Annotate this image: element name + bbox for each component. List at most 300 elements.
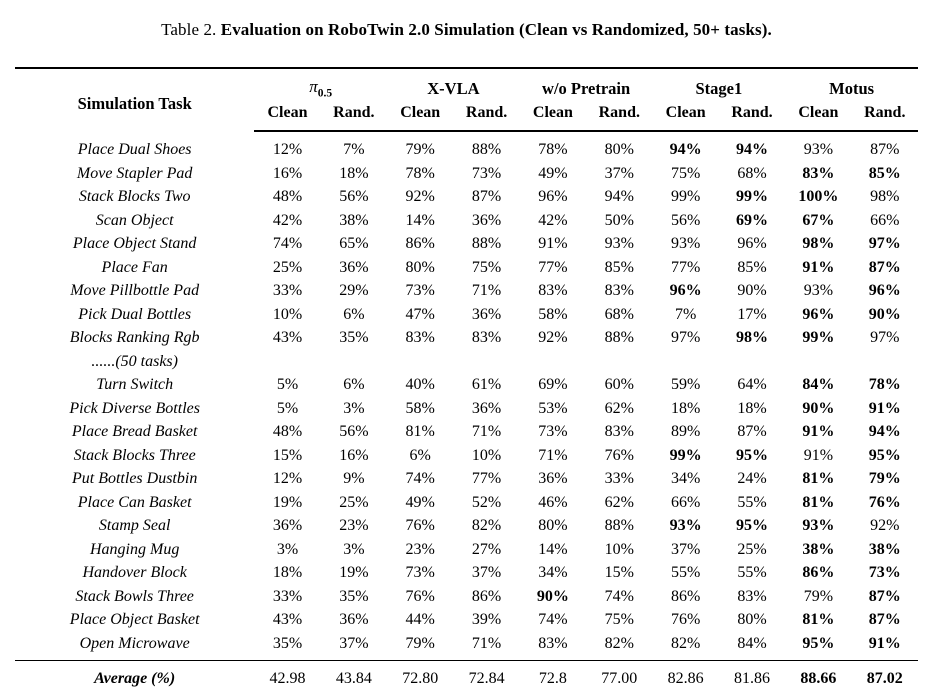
value-cell: 79% xyxy=(803,587,834,605)
task-name: Place Fan xyxy=(101,258,168,276)
subheader-clean: Clean xyxy=(387,102,453,132)
value-cell xyxy=(254,350,320,373)
value-cell: 74% xyxy=(604,587,634,605)
value-cell: 90% xyxy=(737,282,767,300)
value-cell: 90% xyxy=(536,587,569,605)
value-cell: 69% xyxy=(736,211,768,229)
value-cell: 42% xyxy=(538,211,568,229)
value-cell: 37% xyxy=(471,564,502,582)
value-cell: 58% xyxy=(405,399,435,417)
value-cell: 19% xyxy=(272,493,303,511)
table-row xyxy=(15,373,918,396)
value-cell: 97% xyxy=(870,329,900,347)
value-cell: 5% xyxy=(276,399,299,417)
value-cell: 52% xyxy=(471,493,502,511)
value-cell: 88% xyxy=(471,235,502,253)
value-cell: 38% xyxy=(802,540,835,558)
value-cell: 93% xyxy=(670,235,701,253)
value-cell: 81% xyxy=(802,470,835,488)
value-cell: 96% xyxy=(737,235,767,253)
value-cell: 33% xyxy=(272,587,303,605)
value-cell: 33% xyxy=(272,282,303,300)
value-cell: 83% xyxy=(737,587,767,605)
value-cell: 91% xyxy=(802,423,835,441)
value-cell: 83% xyxy=(802,164,835,182)
value-cell: 95% xyxy=(736,517,768,535)
value-cell: 36% xyxy=(339,611,369,629)
value-cell: 87% xyxy=(868,258,901,276)
value-cell: 27% xyxy=(471,540,502,558)
table-row xyxy=(15,256,918,279)
value-cell: 79% xyxy=(387,631,453,660)
value-cell: 56% xyxy=(670,211,701,229)
task-name: Pick Dual Bottles xyxy=(78,305,192,323)
value-cell: 76% xyxy=(670,611,701,629)
group-header-row xyxy=(15,68,918,102)
value-cell: 73% xyxy=(538,423,568,441)
value-cell: 92% xyxy=(538,329,568,347)
table-row xyxy=(15,537,918,560)
value-cell: 39% xyxy=(471,611,502,629)
value-cell: 25% xyxy=(339,493,369,511)
subheader-rand: Rand. xyxy=(852,102,918,132)
value-cell: 95% xyxy=(736,446,768,464)
value-cell: 48% xyxy=(272,423,303,441)
table-row xyxy=(15,444,918,467)
value-cell: 82% xyxy=(652,631,718,660)
task-name: Place Bread Basket xyxy=(71,423,198,441)
task-name: Open Microwave xyxy=(15,631,254,660)
subheader-rand: Rand. xyxy=(453,102,519,132)
value-cell xyxy=(719,350,785,373)
value-cell: 56% xyxy=(339,423,369,441)
task-name: Turn Switch xyxy=(96,376,174,394)
value-cell: 91% xyxy=(803,446,834,464)
value-cell: 89% xyxy=(670,423,701,441)
value-cell: 83% xyxy=(604,423,634,441)
table-row xyxy=(15,162,918,185)
value-cell: 96% xyxy=(669,282,702,300)
value-cell: 6% xyxy=(343,305,365,323)
table-caption-text: Evaluation on RoboTwin 2.0 Simulation (Clean vs Randomized, 50+ tasks). xyxy=(220,20,772,39)
table-caption xyxy=(15,20,918,40)
value-cell: 19% xyxy=(339,564,369,582)
value-cell: 5% xyxy=(276,376,299,394)
value-cell: 10% xyxy=(272,305,303,323)
task-name: Move Stapler Pad xyxy=(76,164,193,182)
table-row xyxy=(15,514,918,537)
value-cell: 36% xyxy=(339,258,369,276)
value-cell: 18% xyxy=(670,399,701,417)
value-cell: 36% xyxy=(471,399,502,417)
value-cell: 55% xyxy=(737,564,767,582)
value-cell: 50% xyxy=(604,211,634,229)
value-cell: 43% xyxy=(272,329,303,347)
value-cell: 7% xyxy=(674,305,697,323)
value-cell: 87% xyxy=(737,423,767,441)
value-cell: 94% xyxy=(604,188,634,206)
value-cell: 84% xyxy=(719,631,785,660)
value-cell: 91% xyxy=(868,399,901,417)
value-cell: 16% xyxy=(339,446,369,464)
value-cell: 96% xyxy=(538,188,568,206)
task-name: Place Object Stand xyxy=(72,235,197,253)
value-cell: 61% xyxy=(471,376,502,394)
value-cell: 71% xyxy=(453,631,519,660)
value-cell: 24% xyxy=(737,470,767,488)
average-value-cell: 77.00 xyxy=(601,669,638,687)
value-cell: 84% xyxy=(802,376,835,394)
value-cell: 93% xyxy=(802,517,835,535)
value-cell: 83% xyxy=(405,329,435,347)
table-row xyxy=(15,209,918,232)
value-cell: 36% xyxy=(538,470,568,488)
pi-subscript: 0.5 xyxy=(317,87,333,100)
task-name: Stack Blocks Three xyxy=(73,446,196,464)
value-cell: 34% xyxy=(670,470,701,488)
value-cell: 66% xyxy=(870,211,900,229)
value-cell: 55% xyxy=(737,493,767,511)
value-cell: 73% xyxy=(471,164,502,182)
task-name: Stack Bowls Three xyxy=(75,587,194,605)
value-cell: 43% xyxy=(272,611,303,629)
column-group-xvla: X-VLA xyxy=(427,78,480,98)
value-cell: 18% xyxy=(737,399,767,417)
table-row xyxy=(15,279,918,302)
value-cell: 93% xyxy=(803,282,834,300)
value-cell: 65% xyxy=(339,235,369,253)
value-cell: 92% xyxy=(405,188,435,206)
average-value-cell: 72.84 xyxy=(468,669,505,687)
table-row xyxy=(15,303,918,326)
task-name: ......(50 tasks) xyxy=(91,352,178,370)
column-group-wo-pretrain: w/o Pretrain xyxy=(542,78,631,98)
value-cell xyxy=(586,350,652,373)
value-cell: 96% xyxy=(868,282,901,300)
value-cell: 78% xyxy=(868,376,901,394)
value-cell: 94% xyxy=(669,141,702,159)
task-name: Hanging Mug xyxy=(89,540,180,558)
value-cell: 46% xyxy=(538,493,568,511)
average-value-cell: 72.80 xyxy=(402,669,439,687)
value-cell: 74% xyxy=(272,235,303,253)
table-row xyxy=(15,561,918,584)
value-cell: 37% xyxy=(321,631,387,660)
subheader-clean: Clean xyxy=(785,102,851,132)
value-cell: 60% xyxy=(604,376,634,394)
value-cell: 81% xyxy=(802,493,835,511)
value-cell: 35% xyxy=(339,329,369,347)
task-name: Place Object Basket xyxy=(69,611,200,629)
table-row xyxy=(15,631,918,660)
value-cell: 87% xyxy=(870,141,900,159)
value-cell: 81% xyxy=(802,611,835,629)
column-group-pi05 xyxy=(254,68,387,102)
value-cell xyxy=(387,350,453,373)
value-cell: 7% xyxy=(343,141,365,159)
value-cell: 14% xyxy=(405,211,435,229)
value-cell: 80% xyxy=(737,611,767,629)
value-cell: 71% xyxy=(471,282,502,300)
value-cell: 98% xyxy=(802,235,835,253)
value-cell: 77% xyxy=(670,258,701,276)
value-cell: 25% xyxy=(737,540,767,558)
value-cell: 6% xyxy=(343,376,365,394)
subheader-clean: Clean xyxy=(652,102,718,132)
average-row xyxy=(15,660,918,688)
value-cell: 3% xyxy=(276,540,299,558)
value-cell: 76% xyxy=(405,517,435,535)
value-cell: 12% xyxy=(272,470,303,488)
task-name: Place Can Basket xyxy=(77,493,192,511)
value-cell: 85% xyxy=(604,258,634,276)
value-cell: 77% xyxy=(538,258,568,276)
value-cell: 82% xyxy=(586,631,652,660)
average-value-cell: 87.02 xyxy=(866,669,903,687)
value-cell: 80% xyxy=(604,141,634,159)
value-cell: 68% xyxy=(604,305,634,323)
task-name: Blocks Ranking Rgb xyxy=(69,329,200,347)
value-cell: 42% xyxy=(272,211,303,229)
value-cell: 64% xyxy=(737,376,767,394)
value-cell: 44% xyxy=(405,611,435,629)
value-cell: 95% xyxy=(868,446,901,464)
subheader-rand: Rand. xyxy=(586,102,652,132)
value-cell: 49% xyxy=(405,493,435,511)
value-cell: 29% xyxy=(339,282,369,300)
value-cell: 88% xyxy=(471,141,502,159)
value-cell: 73% xyxy=(405,282,435,300)
value-cell: 77% xyxy=(471,470,502,488)
value-cell: 55% xyxy=(670,564,701,582)
average-value-cell: 72.8 xyxy=(538,669,567,687)
table-row xyxy=(15,467,918,490)
value-cell xyxy=(321,350,387,373)
average-value-cell: 42.98 xyxy=(269,669,306,687)
value-cell: 37% xyxy=(670,540,701,558)
value-cell: 62% xyxy=(604,399,634,417)
value-cell: 48% xyxy=(272,188,303,206)
value-cell: 66% xyxy=(670,493,701,511)
value-cell: 67% xyxy=(802,211,835,229)
value-cell: 79% xyxy=(868,470,901,488)
task-name: Handover Block xyxy=(82,564,187,582)
value-cell: 85% xyxy=(737,258,767,276)
value-cell: 35% xyxy=(339,587,369,605)
value-cell: 38% xyxy=(868,540,901,558)
value-cell: 74% xyxy=(405,470,435,488)
value-cell: 15% xyxy=(272,446,303,464)
value-cell: 83% xyxy=(520,631,586,660)
value-cell: 23% xyxy=(405,540,435,558)
value-cell: 98% xyxy=(870,188,900,206)
value-cell: 94% xyxy=(868,423,901,441)
value-cell: 56% xyxy=(339,188,369,206)
table-header xyxy=(15,68,918,131)
value-cell: 10% xyxy=(604,540,634,558)
table-row xyxy=(15,232,918,255)
value-cell: 82% xyxy=(471,517,502,535)
value-cell: 99% xyxy=(802,329,835,347)
value-cell xyxy=(453,350,519,373)
task-name: Scan Object xyxy=(95,211,174,229)
value-cell: 69% xyxy=(538,376,568,394)
value-cell: 87% xyxy=(868,611,901,629)
value-cell: 93% xyxy=(604,235,634,253)
value-cell: 18% xyxy=(272,564,303,582)
average-value-cell: 81.86 xyxy=(734,669,770,687)
value-cell: 93% xyxy=(669,517,702,535)
value-cell: 91% xyxy=(538,235,568,253)
average-value-cell: 43.84 xyxy=(335,669,372,687)
value-cell: 99% xyxy=(669,446,702,464)
value-cell: 76% xyxy=(405,587,435,605)
value-cell: 36% xyxy=(272,517,303,535)
value-cell: 75% xyxy=(670,164,701,182)
value-cell: 76% xyxy=(604,446,634,464)
value-cell: 71% xyxy=(471,423,502,441)
task-name: Pick Diverse Bottles xyxy=(69,399,200,417)
value-cell: 74% xyxy=(538,611,568,629)
value-cell: 95% xyxy=(785,631,851,660)
value-cell: 58% xyxy=(538,305,568,323)
value-cell: 15% xyxy=(604,564,634,582)
value-cell: 3% xyxy=(343,399,365,417)
value-cell: 6% xyxy=(409,446,431,464)
value-cell xyxy=(520,350,586,373)
value-cell xyxy=(652,350,718,373)
value-cell: 91% xyxy=(852,631,918,660)
value-cell: 88% xyxy=(604,329,634,347)
table-body xyxy=(15,131,918,660)
value-cell: 75% xyxy=(471,258,502,276)
value-cell: 68% xyxy=(737,164,767,182)
subheader-clean: Clean xyxy=(520,102,586,132)
value-cell: 23% xyxy=(339,517,369,535)
value-cell: 86% xyxy=(802,564,835,582)
table-row xyxy=(15,397,918,420)
value-cell: 99% xyxy=(736,188,768,206)
value-cell: 86% xyxy=(405,235,435,253)
task-name: Stack Blocks Two xyxy=(78,188,191,206)
table-row xyxy=(15,584,918,607)
value-cell: 17% xyxy=(737,305,767,323)
evaluation-table xyxy=(15,67,918,688)
task-name: Stamp Seal xyxy=(98,517,171,535)
value-cell: 97% xyxy=(670,329,701,347)
value-cell: 14% xyxy=(538,540,568,558)
table-row xyxy=(15,490,918,513)
value-cell: 90% xyxy=(802,399,835,417)
value-cell: 76% xyxy=(868,493,901,511)
value-cell: 83% xyxy=(471,329,502,347)
value-cell: 38% xyxy=(339,211,369,229)
value-cell: 25% xyxy=(272,258,303,276)
value-cell: 78% xyxy=(405,164,435,182)
value-cell: 87% xyxy=(471,188,502,206)
value-cell: 73% xyxy=(405,564,435,582)
value-cell: 47% xyxy=(405,305,435,323)
value-cell: 100% xyxy=(798,188,839,206)
value-cell: 96% xyxy=(802,305,835,323)
value-cell: 34% xyxy=(538,564,568,582)
average-value-cell: 88.66 xyxy=(800,669,837,687)
table-footer xyxy=(15,660,918,688)
table-row xyxy=(15,420,918,443)
value-cell: 87% xyxy=(868,587,901,605)
value-cell: 40% xyxy=(405,376,435,394)
value-cell xyxy=(852,350,918,373)
task-name: Place Dual Shoes xyxy=(77,140,192,158)
value-cell: 97% xyxy=(868,235,901,253)
value-cell: 83% xyxy=(538,282,568,300)
value-cell: 80% xyxy=(538,517,568,535)
value-cell: 36% xyxy=(471,211,502,229)
value-cell: 90% xyxy=(868,305,901,323)
value-cell: 91% xyxy=(802,258,835,276)
pi-symbol: π xyxy=(309,77,318,96)
subheader-clean: Clean xyxy=(254,102,320,132)
value-cell: 35% xyxy=(254,631,320,660)
value-cell: 86% xyxy=(471,587,502,605)
value-cell xyxy=(785,350,851,373)
value-cell: 33% xyxy=(604,470,634,488)
value-cell: 83% xyxy=(604,282,634,300)
column-group-motus: Motus xyxy=(829,78,875,98)
task-name: Move Pillbottle Pad xyxy=(70,282,200,300)
subheader-rand: Rand. xyxy=(321,102,387,132)
value-cell: 53% xyxy=(538,399,568,417)
table-row xyxy=(15,131,918,161)
value-cell: 98% xyxy=(736,329,768,347)
task-name: Put Bottles Dustbin xyxy=(71,470,198,488)
value-cell: 10% xyxy=(471,446,502,464)
average-value-cell: 82.86 xyxy=(667,669,704,687)
value-cell: 16% xyxy=(272,164,303,182)
value-cell: 78% xyxy=(538,141,568,159)
value-cell: 9% xyxy=(343,470,365,488)
value-cell: 94% xyxy=(736,141,768,159)
subheader-rand: Rand. xyxy=(719,102,785,132)
table-row xyxy=(15,185,918,208)
value-cell: 49% xyxy=(538,164,568,182)
value-cell: 92% xyxy=(870,517,900,535)
value-cell: 71% xyxy=(538,446,568,464)
value-cell: 85% xyxy=(868,164,901,182)
table-row xyxy=(15,608,918,631)
table-row xyxy=(15,350,918,373)
value-cell: 62% xyxy=(604,493,634,511)
value-cell: 99% xyxy=(670,188,701,206)
value-cell: 18% xyxy=(339,164,369,182)
value-cell: 86% xyxy=(670,587,701,605)
column-group-stage1: Stage1 xyxy=(695,78,743,98)
table-row xyxy=(15,326,918,349)
value-cell: 59% xyxy=(670,376,701,394)
average-label: Average (%) xyxy=(94,669,176,687)
value-cell: 80% xyxy=(405,258,435,276)
value-cell: 3% xyxy=(343,540,365,558)
value-cell: 36% xyxy=(471,305,502,323)
table-caption-number: Table 2. xyxy=(161,20,217,39)
value-cell: 75% xyxy=(604,611,634,629)
value-cell: 88% xyxy=(604,517,634,535)
value-cell: 79% xyxy=(405,141,435,159)
value-cell: 81% xyxy=(405,423,435,441)
column-header-simulation-task: Simulation Task xyxy=(77,93,192,113)
value-cell: 37% xyxy=(604,164,634,182)
value-cell: 12% xyxy=(272,141,303,159)
